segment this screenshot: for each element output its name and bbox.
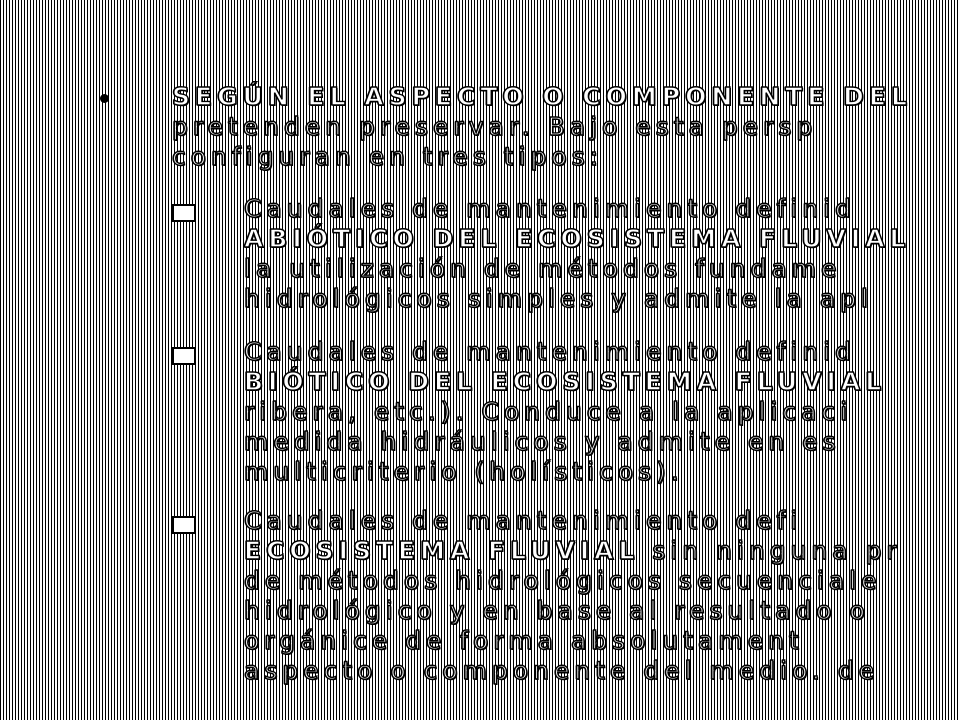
main-bullet-line-2: pretenden preservar. Bajo esta persp <box>172 112 818 141</box>
item-2-line-4: medida hidráulicos y admite en es <box>244 427 841 456</box>
item-3-line-4: hidrológico y en base al resultado o <box>244 596 870 625</box>
item-1-line-3: la utilización de métodos fundame <box>244 254 842 283</box>
item-1-line-1: Caudales de mantenimiento definid <box>244 194 857 223</box>
item-3-line-2 <box>244 536 902 566</box>
item-2-line-3: ribera, etc.). Conduce a la aplicaci <box>244 397 853 426</box>
item-3-bold-tail: sin ninguna pr <box>639 536 902 565</box>
item-3-line-1: Caudales de mantenimiento defi <box>244 506 803 535</box>
bullet-dot-icon <box>100 94 109 103</box>
item-2-line-5: multicriterio (holísticos). <box>244 457 684 486</box>
item-2-bold-line: BIÓTICO DEL ECOSISTEMA FLUVIAL <box>244 367 887 396</box>
checkbox-bullet-icon <box>172 347 196 365</box>
checkbox-bullet-icon <box>172 204 196 222</box>
item-3-line-3: de métodos hidrológicos secuenciale <box>244 566 882 595</box>
main-bullet-line-3: configuran en tres tipos: <box>172 142 604 171</box>
item-1-bold-line: ABIÓTICO DEL ECOSISTEMA FLUVIAL <box>244 224 911 253</box>
checkbox-bullet-icon <box>172 516 196 534</box>
item-1-line-4: hidrológicos simples y admite la apl <box>244 284 873 313</box>
item-3-line-5: orgánice de forma absolutament <box>244 626 804 655</box>
item-2-line-1: Caudales de mantenimiento definid <box>244 337 857 366</box>
item-3-bold-text: ECOSISTEMA FLUVIAL <box>244 536 640 565</box>
item-3-line-6: aspecto o componente del medio. de <box>244 656 880 685</box>
main-bullet-line-1: SEGÚN EL ASPECTO O COMPONENTE DEL <box>172 82 912 111</box>
